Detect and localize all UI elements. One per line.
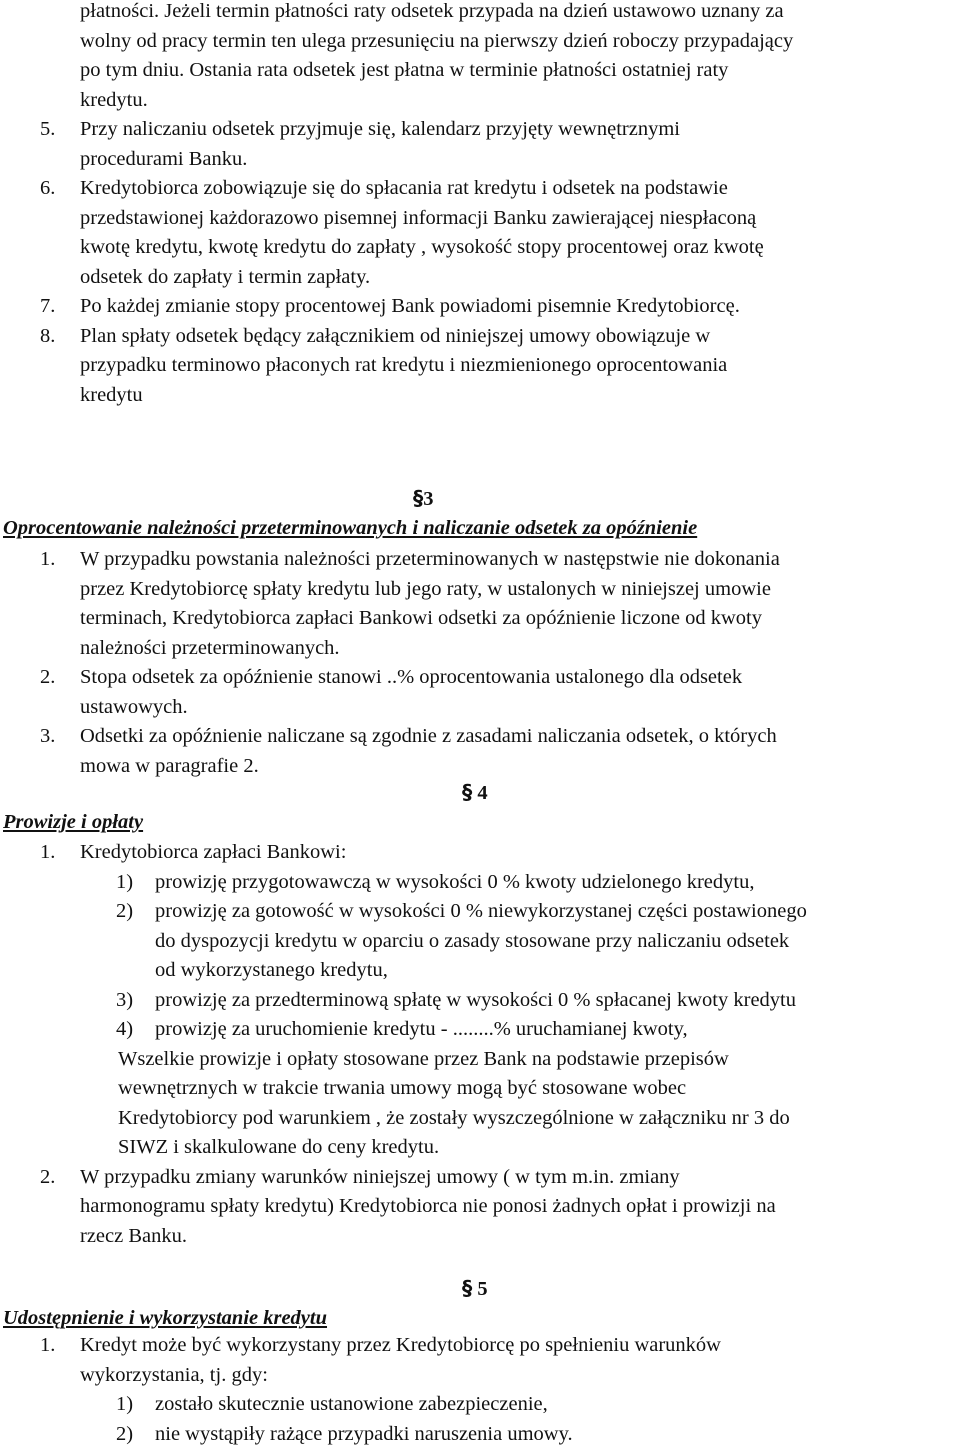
- text-line: Odsetki za opóźnienie naliczane są zgodnie z zasadami naliczania odsetek, o których: [80, 725, 777, 747]
- sub-item-number: 2): [116, 1422, 134, 1445]
- text-line: W przypadku powstania należności przeterminowanych w następstwie nie dokonania: [80, 548, 780, 570]
- text-line: przez Kredytobiorcę spłaty kredytu lub jego raty, w ustalonych w niniejszej umowie: [80, 577, 771, 600]
- text-line: płatności. Jeżeli termin płatności raty odsetek przypada na dzień ustawowo uznany za: [80, 0, 784, 22]
- text-line: prowizję za uruchomienie kredytu - ........% uruchamianej kwoty,: [155, 1018, 688, 1040]
- sub-item-number: 1): [116, 1393, 134, 1415]
- text-line: kredytu.: [80, 88, 148, 111]
- text-line: należności przeterminowanych.: [80, 636, 340, 659]
- sub-item: [0, 986, 960, 1016]
- item-number: 5.: [40, 118, 56, 140]
- section-3-number: [413, 484, 434, 515]
- section-4-title: Prowizje i opłaty: [3, 811, 144, 833]
- sub-item: [0, 1390, 960, 1420]
- text-line: wykorzystania, tj. gdy:: [80, 1363, 268, 1386]
- item-number: 1.: [40, 548, 56, 570]
- text-line: wewnętrznych w trakcie trwania umowy mogą być stosowane wobec: [118, 1077, 687, 1099]
- paragraph-symbol: §: [413, 486, 424, 510]
- text-line: od wykorzystanego kredytu,: [155, 959, 388, 981]
- text-line: Kredytobiorcy pod warunkiem , że zostały wyszczególnione w załączniku nr 3 do: [118, 1106, 790, 1129]
- text-line: kwotę kredytu, kwotę kredytu do zapłaty , wysokość stopy procentowej oraz kwotę: [80, 236, 764, 258]
- sub-item: [0, 1015, 960, 1045]
- list-item: [0, 838, 960, 868]
- item-number: 3.: [40, 725, 56, 747]
- text-line: prowizję za przedterminową spłatę w wysokości 0 % spłacanej kwoty kredytu: [155, 988, 796, 1011]
- text-line: przedstawionej każdorazowo pisemnej informacji Banku zawierającej niespłaconą: [80, 206, 757, 229]
- continuation-text: [80, 0, 793, 115]
- text-line: Kredyt może być wykorzystany przez Kredytobiorcę po spełnieniu warunków: [80, 1334, 721, 1356]
- text-line: Po każdej zmianie stopy procentowej Bank powiadomi pisemnie Kredytobiorcę.: [80, 295, 740, 317]
- item-number: 2.: [40, 1165, 56, 1188]
- text-line: ustawowych.: [80, 695, 188, 718]
- section-5-number: [462, 1274, 488, 1305]
- item-number: 1.: [40, 841, 56, 863]
- text-line: Stopa odsetek za opóźnienie stanowi ..% oprocentowania ustalonego dla odsetek: [80, 666, 743, 688]
- text-line: kredytu: [80, 383, 143, 406]
- item-number: 6.: [40, 177, 56, 199]
- sub-item: [0, 868, 960, 898]
- text-line: Kredytobiorca zapłaci Bankowi:: [80, 841, 347, 863]
- sub-item-number: 4): [116, 1018, 134, 1040]
- list-item: [0, 292, 960, 322]
- item-number: 7.: [40, 295, 56, 317]
- text-line: rzecz Banku.: [80, 1224, 187, 1247]
- text-line: do dyspozycji kredytu w oparciu o zasady stosowane przy naliczaniu odsetek: [155, 929, 790, 952]
- list-item: [0, 722, 960, 781]
- text-line: odsetek do zapłaty i termin zapłaty.: [80, 265, 371, 288]
- section-2-list: [0, 115, 960, 410]
- text-line: SIWZ i skalkulowane do ceny kredytu.: [118, 1136, 440, 1158]
- item-number: 1.: [40, 1334, 56, 1356]
- list-item: [0, 174, 960, 292]
- item-number: 8.: [40, 324, 56, 347]
- list-item: [0, 1163, 960, 1252]
- sub-item-number: 2): [116, 900, 134, 922]
- section-4-list: [0, 838, 960, 1251]
- text-line: nie wystąpiły rażące przypadki naruszenia umowy.: [155, 1422, 573, 1445]
- paragraph-number: 4: [477, 782, 488, 804]
- paragraph-symbol: §: [462, 780, 473, 804]
- text-line: prowizję za gotowość w wysokości 0 % niewykorzystanej części postawionego: [155, 900, 807, 922]
- text-line: przypadku terminowo płaconych rat kredytu i niezmienionego oprocentowania: [80, 354, 728, 376]
- text-line: W przypadku zmiany warunków niniejszej umowy ( w tym m.in. zmiany: [80, 1165, 680, 1188]
- section-5-list: [0, 1331, 960, 1449]
- text-line: Wszelkie prowizje i opłaty stosowane przez Bank na podstawie przepisów: [118, 1047, 729, 1070]
- list-item: [0, 322, 960, 411]
- text-line: wolny od pracy termin ten ulega przesunięciu na pierwszy dzień roboczy przypadający: [80, 29, 794, 52]
- sub-item: [0, 897, 960, 986]
- text-line: harmonogramu spłaty kredytu) Kredytobiorca nie ponosi żadnych opłat i prowizji na: [80, 1195, 776, 1217]
- section-3-list: [0, 545, 960, 781]
- list-item: [0, 115, 960, 174]
- text-line: Przy naliczaniu odsetek przyjmuje się, kalendarz przyjęty wewnętrznymi: [80, 118, 680, 140]
- section-3-title: Oprocentowanie należności przeterminowanych i naliczanie odsetek za opóźnienie: [3, 517, 698, 539]
- text-line: Kredytobiorca zobowiązuje się do spłacania rat kredytu i odsetek na podstawie: [80, 177, 728, 199]
- text-line: prowizję przygotowawczą w wysokości 0 % kwoty udzielonego kredytu,: [155, 870, 755, 893]
- section-5-title: Udostępnienie i wykorzystanie kredytu: [3, 1307, 328, 1329]
- text-line: zostało skutecznie ustanowione zabezpieczenie,: [155, 1393, 548, 1415]
- text-line: mowa w paragrafie 2.: [80, 754, 259, 777]
- sub-item-number: 3): [116, 988, 134, 1011]
- list-item: [0, 545, 960, 663]
- text-line: procedurami Banku.: [80, 147, 248, 170]
- text-line: Plan spłaty odsetek będący załącznikiem od niniejszej umowy obowiązuje w: [80, 324, 711, 347]
- text-line: terminach, Kredytobiorca zapłaci Bankowi odsetki za opóźnienie liczone od kwoty: [80, 607, 762, 629]
- list-item: [0, 663, 960, 722]
- list-item: [0, 1331, 960, 1390]
- fees-note: [0, 1045, 960, 1163]
- paragraph-symbol: §: [462, 1276, 473, 1300]
- paragraph-number: 5: [477, 1278, 488, 1300]
- text-line: po tym dniu. Ostania rata odsetek jest płatna w terminie płatności ostatniej raty: [80, 59, 729, 81]
- sub-item: [0, 1420, 960, 1450]
- paragraph-number: 3: [423, 488, 434, 510]
- item-number: 2.: [40, 666, 56, 688]
- section-4-number: [462, 778, 488, 809]
- sub-item-number: 1): [116, 870, 134, 893]
